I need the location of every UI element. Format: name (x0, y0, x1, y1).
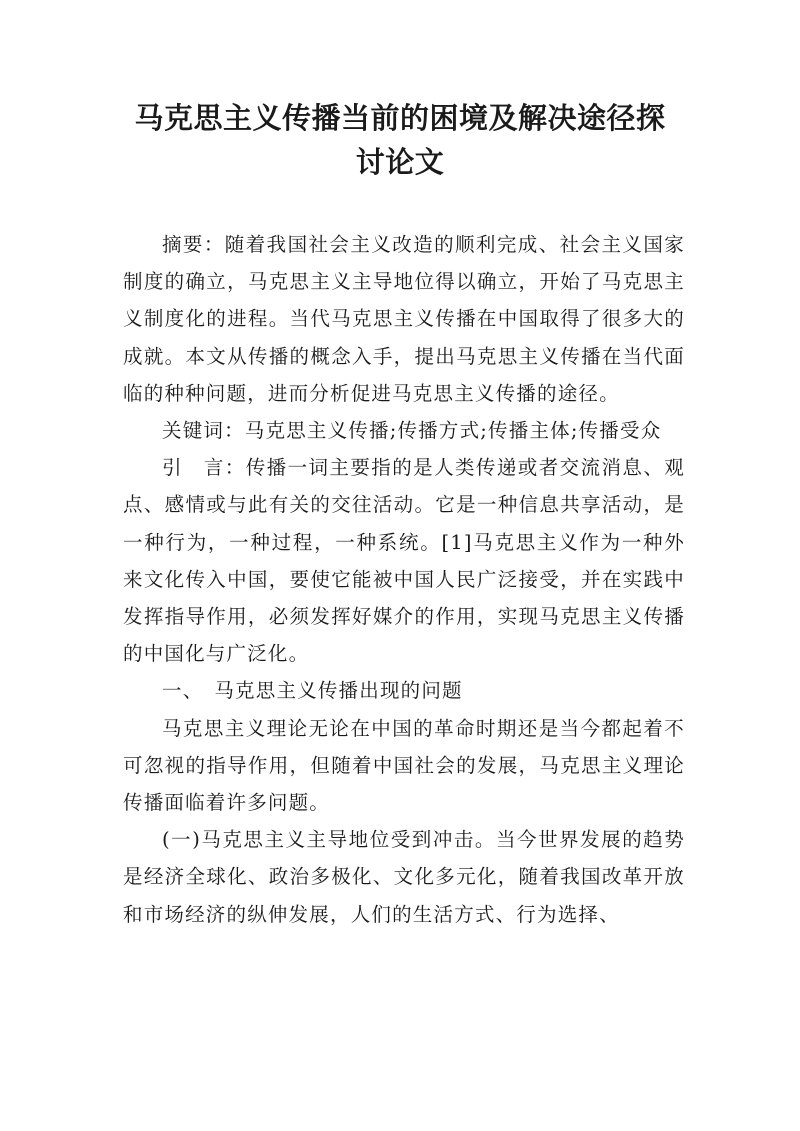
document-body (123, 226, 685, 933)
title-line-1: 马克思主义传播当前的困境及解决途径探 (134, 101, 666, 135)
keywords-paragraph: 关键词：马克思主义传播;传播方式;传播主体;传播受众 (162, 419, 662, 443)
title-line-2: 讨论文 (355, 145, 445, 179)
document-title (100, 96, 700, 184)
introduction-paragraph: 引 言：传播一词主要指的是人类传递或者交流消息、观点、感情或与此有关的交往活动。它是一种信息共享活动，是一种行为，一种过程，一种系统。[1]马克思主义作为一种外来文化传入中国，要使它能被中国人民广泛接受，并在实践中发挥指导作用，必须发挥好媒介的作用，实现马克思主义传播的中国化与广泛化。 (123, 456, 685, 666)
section-heading-1: 一、 马克思主义传播出现的问题 (162, 679, 463, 703)
subsection-1-paragraph: (一)马克思主义主导地位受到冲击。当今世界发展的趋势是经济全球化、政治多极化、文化多元化，随着我国改革开放和市场经济的纵伸发展，人们的生活方式、行为选择、 (123, 828, 685, 926)
abstract-paragraph: 摘要：随着我国社会主义改造的顺利完成、社会主义国家制度的确立，马克思主义主导地位得以确立，开始了马克思主义制度化的进程。当代马克思主义传播在中国取得了很多大的成就。本文从传播的概念入手，提出马克思主义传播在当代面临的种种问题，进而分析促进马克思主义传播的途径。 (123, 233, 685, 405)
section-1-paragraph: 马克思主义理论无论在中国的革命时期还是当今都起着不可忽视的指导作用，但随着中国社会的发展，马克思主义理论传播面临着许多问题。 (123, 716, 685, 815)
